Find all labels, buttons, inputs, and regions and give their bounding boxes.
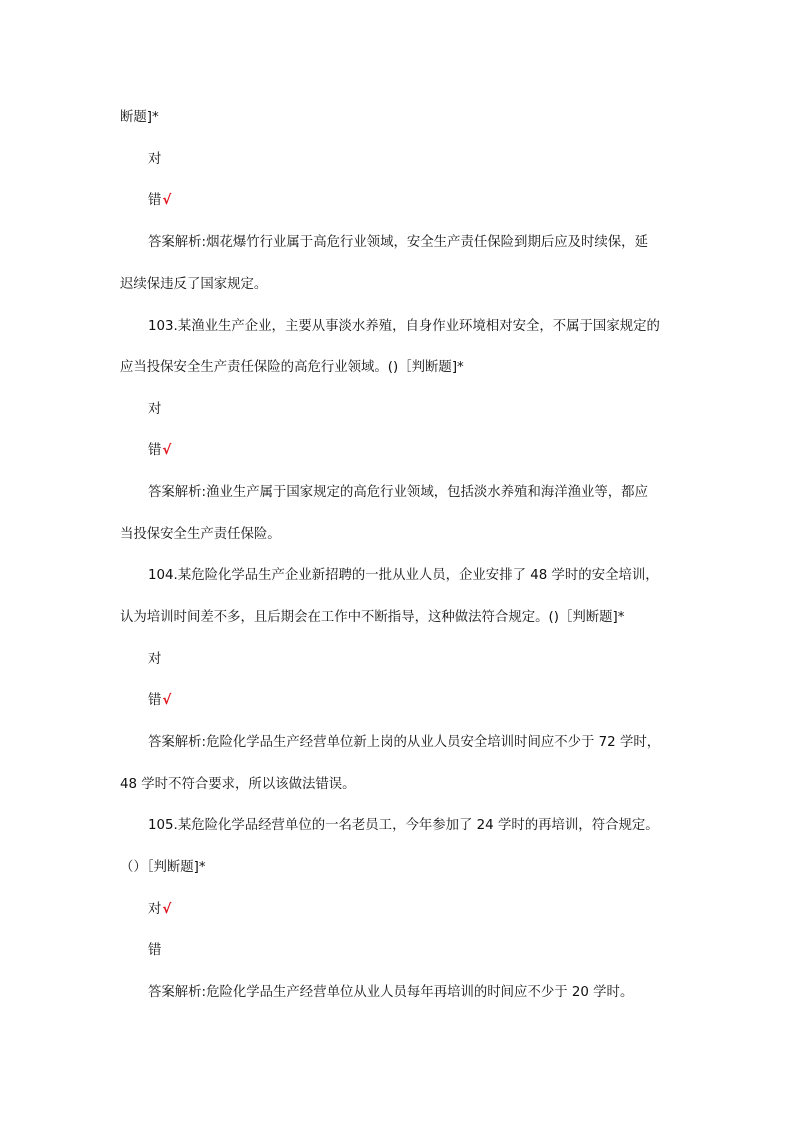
answer-analysis-cont: 48 学时不符合要求，所以该做法错误。 [120, 777, 356, 792]
option-true [148, 401, 162, 419]
option-true [148, 151, 162, 169]
option-label: 对 [148, 902, 162, 917]
option-label: 错 [148, 193, 162, 208]
option-false [148, 692, 171, 710]
question-104: 104.某危险化学品生产企业新招聘的一批从业人员，企业安排了 48 学时的安全培训， [148, 568, 659, 583]
check-mark-icon: √ [162, 193, 172, 208]
answer-analysis-cont: 迟续保违反了国家规定。 [120, 277, 268, 292]
check-mark-icon: √ [162, 902, 172, 917]
check-mark-icon: √ [162, 443, 172, 458]
option-label: 对 [148, 402, 162, 417]
option-label: 对 [148, 152, 162, 167]
question-102-tail: 断题]* [120, 110, 159, 125]
option-label: 错 [148, 693, 162, 708]
answer-analysis: 答案解析:渔业生产属于国家规定的高危行业领域，包括淡水养殖和海洋渔业等，都应 [148, 485, 648, 500]
option-true [148, 651, 162, 669]
option-false [148, 942, 162, 960]
question-105: 105.某危险化学品经营单位的一名老员工，今年参加了 24 学时的再培训，符合规定。 [148, 818, 659, 833]
question-103: 103.某渔业生产企业，主要从事淡水养殖，自身作业环境相对安全，不属于国家规定的 [148, 319, 660, 334]
option-true [148, 901, 171, 919]
option-label: 错 [148, 943, 162, 958]
option-label: 对 [148, 652, 162, 667]
option-false [148, 192, 171, 210]
question-105-cont: （）［判断题]* [120, 860, 206, 875]
question-104-cont: 认为培训时间差不多，且后期会在工作中不断指导，这种做法符合规定。()［判断题]* [120, 610, 625, 625]
question-103-cont: 应当投保安全生产责任保险的高危行业领域。()［判断题]* [120, 360, 464, 375]
option-false [148, 442, 171, 460]
answer-analysis: 答案解析:烟花爆竹行业属于高危行业领域，安全生产责任保险到期后应及时续保，延 [148, 235, 648, 250]
check-mark-icon: √ [162, 693, 172, 708]
answer-analysis-cont: 当投保安全生产责任保险。 [120, 527, 281, 542]
answer-analysis: 答案解析:危险化学品生产经营单位新上岗的从业人员安全培训时间应不少于 72 学时， [148, 735, 661, 750]
answer-analysis: 答案解析:危险化学品生产经营单位从业人员每年再培训的时间应不少于 20 学时。 [148, 985, 634, 1000]
option-label: 错 [148, 443, 162, 458]
